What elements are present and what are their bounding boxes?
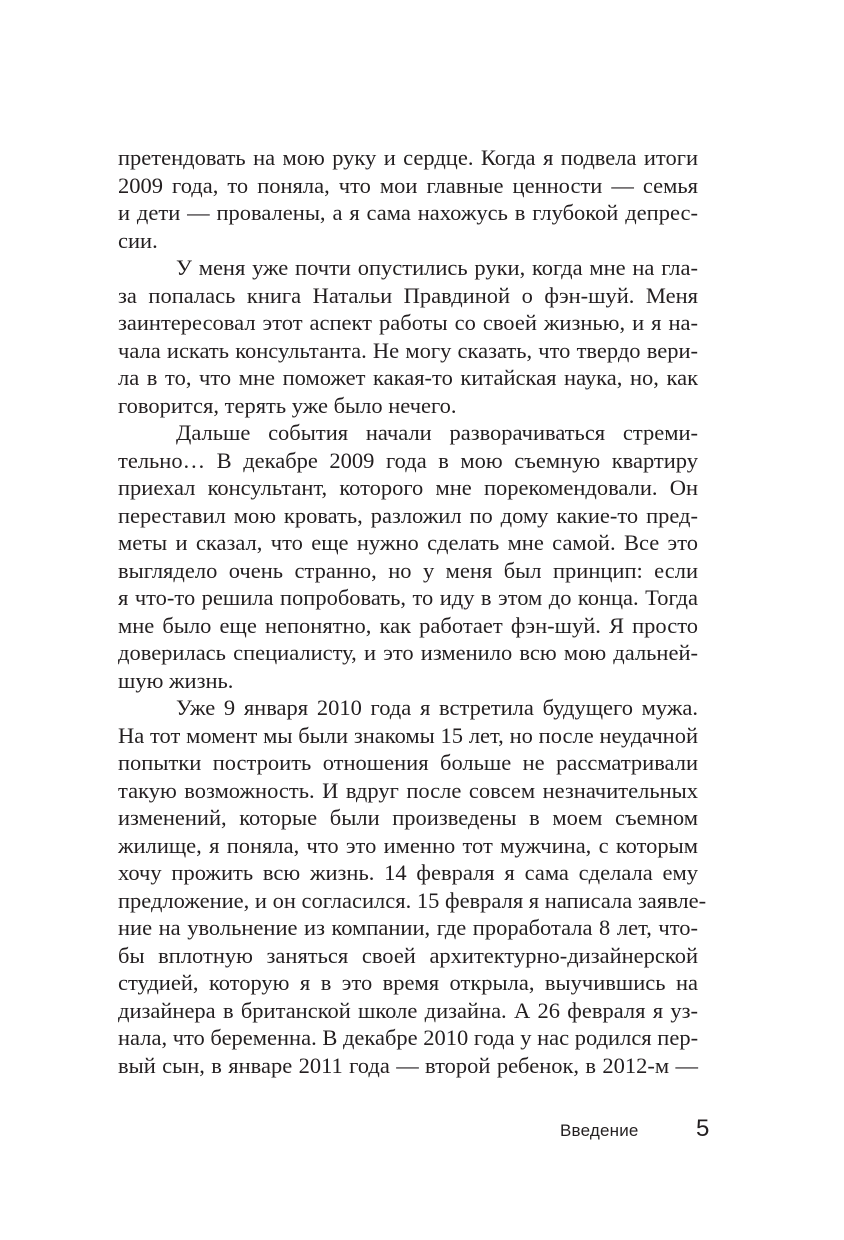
text-line: выглядело очень странно, но у меня был принцип: если bbox=[118, 557, 698, 583]
text-line: чала искать консультанта. Не могу сказать, что твердо вери- bbox=[118, 337, 698, 363]
body-text bbox=[118, 144, 707, 1079]
text-line: вый сын, в январе 2011 года — второй ребенок, в 2012-м — bbox=[118, 1052, 698, 1078]
text-line: за попалась книга Натальи Правдиной о фэн-шуй. Меня bbox=[118, 282, 698, 308]
text-line: Уже 9 января 2010 года я встретила будущего мужа. bbox=[176, 695, 698, 720]
text-line: студией, которую я в это время открыла, выучившись на bbox=[118, 970, 698, 995]
text-line: 2009 года, то поняла, что мои главные ценности — семья bbox=[118, 172, 698, 198]
text-line: нала, что беременна. В декабре 2010 года у нас родился пер- bbox=[118, 1025, 699, 1050]
text-line: жилище, я поняла, что это именно тот мужчина, с которым bbox=[118, 832, 698, 858]
text-line: Дальше события начали разворачиваться стреми- bbox=[176, 420, 698, 445]
paragraph bbox=[118, 419, 698, 694]
text-line: претендовать на мою руку и сердце. Когда я подвела итоги bbox=[118, 145, 698, 170]
text-line: предложение, и он согласился. 15 февраля я написала заявле- bbox=[118, 887, 707, 913]
text-line: ние на увольнение из компании, где проработала 8 лет, что- bbox=[118, 915, 698, 940]
text-line: переставил мою кровать, разложил по дому какие-то пред- bbox=[118, 502, 698, 528]
running-footer-section: Введение bbox=[560, 1121, 639, 1140]
paragraph bbox=[118, 694, 707, 1079]
text-line: дизайнера в британской школе дизайна. А 26 февраля я уз- bbox=[118, 997, 698, 1023]
text-line: такую возможность. И вдруг после совсем незначительных bbox=[118, 777, 698, 803]
text-line: и дети — провалены, а я сама нахожусь в глубокой депрес- bbox=[118, 200, 698, 225]
paragraph bbox=[118, 254, 698, 419]
text-line: На тот момент мы были знакомы 15 лет, но после неудачной bbox=[118, 722, 698, 748]
text-line: тельно… В декабре 2009 года в мою съемную квартиру bbox=[118, 447, 698, 473]
text-line: меты и сказал, что еще нужно сделать мне самой. Все это bbox=[118, 530, 698, 555]
text-line: ла в то, что мне поможет какая-то китайская наука, но, как bbox=[118, 365, 698, 390]
text-line: я что-то решила попробовать, то иду в этом до конца. Тогда bbox=[118, 585, 698, 610]
text-line: попытки построить отношения больше не рассматривали bbox=[118, 750, 698, 775]
text-line: сии. bbox=[118, 227, 158, 253]
text-line: мне было еще непонятно, как работает фэн-шуй. Я просто bbox=[118, 612, 698, 638]
text-line: доверилась специалисту, и это изменило всю мою дальней- bbox=[118, 640, 698, 665]
text-line: заинтересовал этот аспект работы со своей жизнью, и я на- bbox=[118, 310, 698, 335]
paragraph bbox=[118, 144, 698, 254]
text-line: приехал консультант, которого мне порекомендовали. Он bbox=[118, 475, 698, 500]
text-line: говорится, терять уже было нечего. bbox=[118, 392, 457, 418]
text-line: бы вплотную заняться своей архитектурно-дизайнерской bbox=[118, 942, 698, 968]
page-number: 5 bbox=[696, 1115, 710, 1142]
text-line: хочу прожить всю жизнь. 14 февраля я сама сделала ему bbox=[118, 860, 698, 885]
text-line: У меня уже почти опустились руки, когда мне на гла- bbox=[176, 255, 698, 280]
text-line: изменений, которые были произведены в моем съемном bbox=[118, 805, 698, 830]
text-line: шую жизнь. bbox=[118, 667, 234, 693]
